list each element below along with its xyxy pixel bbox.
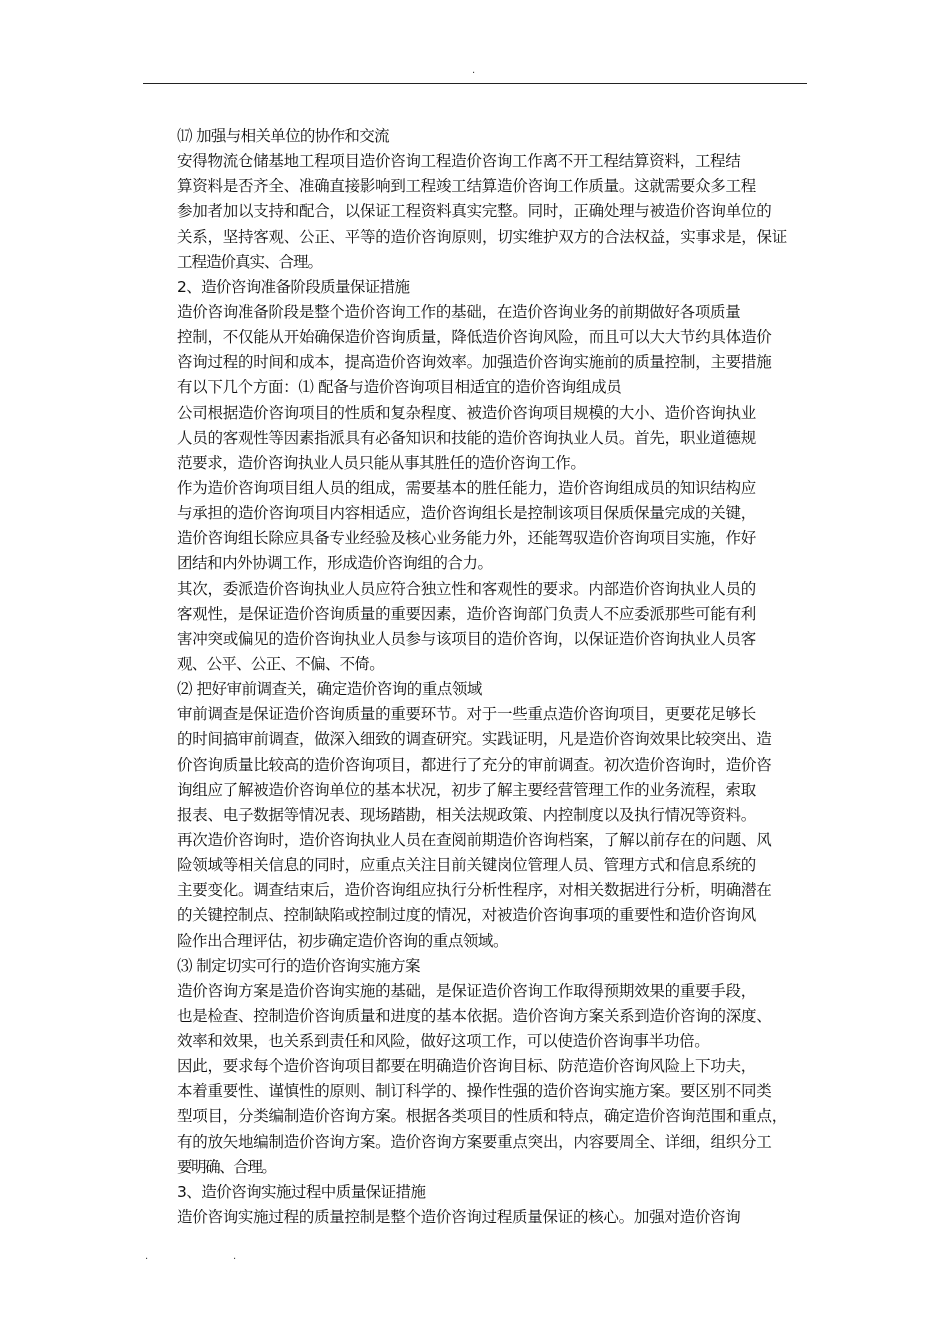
text-line: 害冲突或偏见的造价咨询执业人员参与该项目的造价咨询，以保证造价咨询执业人员客 — [177, 629, 757, 648]
text-line: ⒄ 加强与相关单位的协作和交流 — [177, 127, 389, 145]
text-line: 关系，坚持客观、公正、平等的造价咨询原则，切实维护双方的合法权益，实事求是，保证 — [177, 227, 788, 246]
text-line: 型项目，分类编制造价咨询方案。根据各类项目的性质和特点，确定造价咨询范围和重点， — [177, 1107, 788, 1126]
text-line: 算资料是否齐全、准确直接影响到工程竣工结算造价咨询工作质量。这就需要众多工程 — [177, 177, 757, 196]
text-line: 也是检查、控制造价咨询质量和进度的基本依据。造价咨询方案关系到造价咨询的深度、 — [177, 1006, 772, 1025]
text-line: 险领域等相关信息的同时，应重点关注目前关键岗位管理人员、管理方式和信息系统的 — [177, 856, 757, 875]
text-line: 工程造价真实、合理。 — [177, 252, 323, 271]
text-line: 作为造价咨询项目组人员的组成，需要基本的胜任能力，造价咨询组成员的知识结构应 — [177, 478, 757, 497]
text-line: 其次，委派造价咨询执业人员应符合独立性和客观性的要求。内部造价咨询执业人员的 — [177, 579, 757, 598]
text-line: 的关键控制点、控制缺陷或控制过度的情况，对被造价咨询事项的重要性和造价咨询风 — [177, 906, 757, 925]
header-rule — [143, 83, 807, 84]
document-body — [177, 124, 817, 1230]
text-line: 报表、电子数据等情况表、现场踏勘，相关法规政策、内控制度以及执行情况等资料。 — [177, 805, 757, 824]
text-line: 再次造价咨询时，造价咨询执业人员在查阅前期造价咨询档案，了解以前存在的问题、风 — [177, 830, 772, 849]
footer-mark-right: . — [233, 1251, 237, 1262]
header-mark: . — [472, 65, 476, 76]
text-line: 的时间搞审前调查，做深入细致的调查研究。实践证明，凡是造价咨询效果比较突出、造 — [177, 730, 772, 749]
text-line: 人员的客观性等因素指派具有必备知识和技能的造价咨询执业人员。首先，职业道德规 — [177, 428, 757, 447]
text-line: 有以下几个方面：⑴ 配备与造价咨询项目相适宜的造价咨询组成员 — [177, 378, 622, 397]
text-line: 主要变化。调查结束后，造价咨询组应执行分析性程序，对相关数据进行分析，明确潜在 — [177, 881, 772, 900]
text-line: 团结和内外协调工作，形成造价咨询组的合力。 — [177, 554, 493, 573]
text-line: 观、公平、公正、不偏、不倚。 — [177, 654, 385, 673]
text-line: 险作出合理评估，初步确定造价咨询的重点领域。 — [177, 931, 509, 950]
text-line: 本着重要性、谨慎性的原则、制订科学的、操作性强的造价咨询实施方案。要区别不同类 — [177, 1082, 772, 1101]
text-line: 因此，要求每个造价咨询项目都要在明确造价咨询目标、防范造价咨询风险上下功夫， — [177, 1057, 757, 1076]
text-line: 客观性，是保证造价咨询质量的重要因素，造价咨询部门负责人不应委派那些可能有利 — [177, 604, 757, 623]
text-line: 有的放矢地编制造价咨询方案。造价咨询方案要重点突出，内容要周全、详细，组织分工 — [177, 1132, 772, 1151]
text-line: 安得物流仓储基地工程项目造价咨询工程造价咨询工作离不开工程结算资料，工程结 — [177, 152, 741, 171]
text-line: 咨询过程的时间和成本，提高造价咨询效率。加强造价咨询实施前的质量控制，主要措施 — [177, 353, 772, 372]
text-line: 造价咨询组长除应具备专业经验及核心业务能力外，还能驾驭造价咨询项目实施，作好 — [177, 529, 757, 548]
text-line: ⑶ 制定切实可行的造价咨询实施方案 — [177, 956, 420, 975]
text-line: 询组应了解被造价咨询单位的基本状况，初步了解主要经营管理工作的业务流程，索取 — [177, 780, 757, 799]
text-line: 控制，不仅能从开始确保造价咨询质量，降低造价咨询风险，而且可以大大节约具体造价 — [177, 328, 772, 347]
text-line: ⑵ 把好审前调查关，确定造价咨询的重点领域 — [177, 680, 482, 699]
text-line: 造价咨询实施过程的质量控制是整个造价咨询过程质量保证的核心。加强对造价咨询 — [177, 1208, 741, 1227]
footer-mark-left: . — [145, 1251, 149, 1262]
text-line: 审前调查是保证造价咨询质量的重要环节。对于一些重点造价咨询项目，更要花足够长 — [177, 705, 757, 724]
text-line: 要明确、合理。 — [177, 1157, 276, 1176]
text-line: 造价咨询方案是造价咨询实施的基础，是保证造价咨询工作取得预期效果的重要手段， — [177, 981, 757, 1000]
text-line: 公司根据造价咨询项目的性质和复杂程度、被造价咨询项目规模的大小、造价咨询执业 — [177, 403, 757, 422]
text-line: 造价咨询准备阶段是整个造价咨询工作的基础，在造价咨询业务的前期做好各项质量 — [177, 302, 741, 321]
text-line: 2、造价咨询准备阶段质量保证措施 — [177, 277, 410, 296]
text-line: 3、造价咨询实施过程中质量保证措施 — [177, 1182, 426, 1201]
text-line: 范要求，造价咨询执业人员只能从事其胜任的造价咨询工作。 — [177, 453, 586, 472]
text-line: 效率和效果，也关系到责任和风险，做好这项工作，可以使造价咨询事半功倍。 — [177, 1032, 710, 1051]
text-line: 参加者加以支持和配合，以保证工程资料真实完整。同时，正确处理与被造价咨询单位的 — [177, 202, 772, 221]
text-line: 价咨询质量比较高的造价咨询项目，都进行了充分的审前调查。初次造价咨询时，造价咨 — [177, 755, 772, 774]
text-line: 与承担的造价咨询项目内容相适应，造价咨询组长是控制该项目保质保量完成的关键， — [177, 504, 757, 523]
